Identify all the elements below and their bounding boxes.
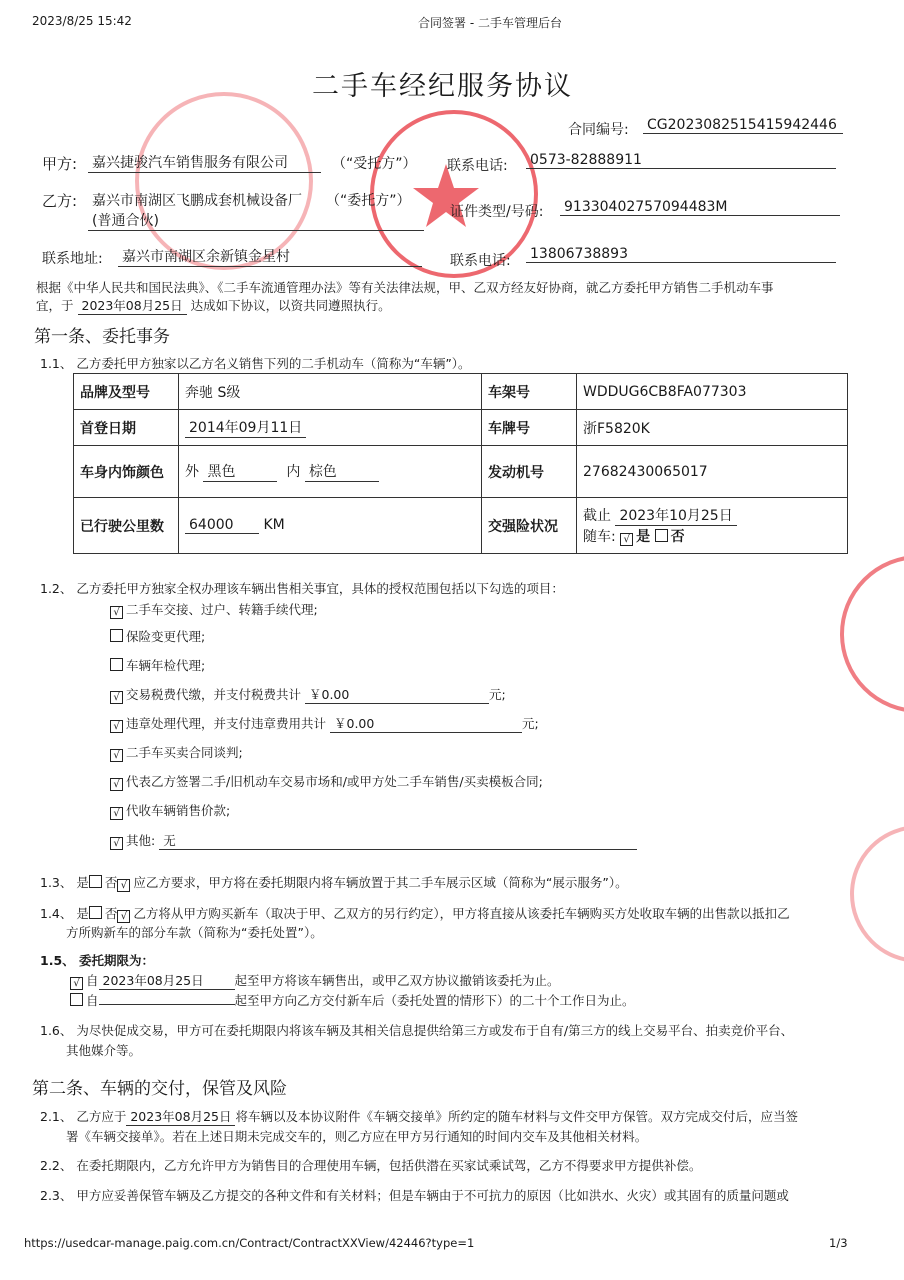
insurance-cell: 截止 2023年10月25日 随车: √ 是 否 (577, 498, 848, 554)
engine-key: 发动机号 (482, 446, 577, 498)
term-option-2-blank (99, 1004, 235, 1005)
party-b-name: 嘉兴市南湖区飞鹏成套机械设备厂 (92, 193, 302, 209)
party-a-phone: 0573-82888911 (526, 152, 836, 169)
company-seal-stamp-a (135, 92, 313, 270)
term-option-2: 自 起至甲方向乙方交付新车后（委托处置的情形下）的二十个工作日为止。 (70, 991, 635, 1009)
preamble-date: 2023年08月25日 (78, 296, 187, 315)
plate-key: 车牌号 (482, 410, 577, 446)
auth-item-7-checkbox: √ (110, 778, 123, 791)
preamble-line-1: 根据《中华人民共和国民法典》、《二手车流通管理办法》等有关法律法规，甲、乙双方经友好协商，就乙方委托甲方销售二手机动车事 (36, 280, 774, 295)
edge-seal-stamp-b (850, 825, 904, 963)
clause-1-3-yes-checkbox (89, 875, 102, 888)
page-number: 1/3 (829, 1236, 848, 1250)
other-value: 无 (159, 831, 637, 850)
doc-title: 二手车经纪服务协议 (312, 71, 573, 102)
interior-color: 棕色 (305, 461, 379, 482)
auth-item-9: √ 其他: 无 (110, 831, 637, 850)
auth-item-6: √ 二手车买卖合同谈判; (110, 743, 243, 762)
party-a-name: 嘉兴捷骏汽车销售服务有限公司 (88, 152, 321, 173)
party-b-label: 乙方: (42, 192, 78, 210)
vin-value: WDDUG6CB8FA077303 (577, 374, 848, 410)
violation-amount: ￥0.00 (330, 714, 522, 733)
insurance-yes-checkbox: √ (620, 533, 633, 546)
auth-item-2: 保险变更代理; (110, 627, 205, 645)
clause-1-2: 1.2、 乙方委托甲方独家全权办理该车辆出售相关事宜，具体的授权范围包括以下勾选的项目： (40, 581, 564, 596)
insurance-date: 2023年10月25日 (615, 505, 736, 526)
clause-2-3: 2.3、 甲方应妥善保管车辆及乙方提交的各种文件和有关材料；但是车辆由于不可抗力的原因（比如洪水、火灾）或其固有的质量问题或 (40, 1188, 789, 1203)
party-a-role: （“受托方”） (332, 156, 417, 172)
term-option-2-checkbox (70, 993, 83, 1006)
auth-item-9-checkbox: √ (110, 837, 123, 850)
address-label: 联系地址: (42, 251, 103, 267)
auth-item-5: √ 违章处理代理，并支付违章费用共计 ￥0.00 元; (110, 714, 539, 733)
clause-1-4-yes-checkbox (89, 906, 102, 919)
print-datetime: 2023/8/25 15:42 (32, 14, 132, 28)
mileage-value: 64000 (185, 517, 259, 534)
auth-item-7: √ 代表乙方签署二手/旧机动车交易市场和/或甲方处二手车销售/买卖模板合同; (110, 772, 543, 791)
clause-2-2: 2.2、 在委托期限内，乙方允许甲方为销售目的合理使用车辆，包括供潜在买家试乘试驾，乙方不得要求甲方提供补偿。 (40, 1158, 702, 1173)
brand-key: 品牌及型号 (74, 374, 179, 410)
section-2-heading: 第二条、车辆的交付，保管及风险 (32, 1079, 287, 1099)
brand-value: 奔驰 S级 (179, 374, 482, 410)
party-b-type: (普通合伙) (88, 210, 424, 231)
term-option-1-checkbox: √ (70, 977, 83, 990)
clause-2-1-line-2: 署《车辆交接单》。若在上述日期未完成交车的，则乙方应在甲方另行通知的时间内交车及其他相关材料。 (66, 1129, 648, 1144)
contract-no-label: 合同编号: (568, 122, 629, 138)
auth-item-1-checkbox: √ (110, 606, 123, 619)
auth-item-5-checkbox: √ (110, 720, 123, 733)
clause-1-6-line-1: 1.6、 为尽快促成交易，甲方可在委托期限内将该车辆及其相关信息提供给第三方或发布于自有/第三方的线上交易平台、拍卖竞价平台、 (40, 1023, 794, 1038)
party-b-phone-label: 联系电话: (450, 253, 511, 269)
address: 嘉兴市南湖区余新镇金星村 (118, 246, 422, 267)
clause-1-3: 1.3、 是 否 √ 应乙方要求，甲方将在委托期限内将车辆放置于其二手车展示区域（简称为“展示服务”）。 (40, 875, 628, 891)
page-url: https://usedcar-manage.paig.com.cn/Contract/ContractXXView/42446?type=1 (24, 1236, 475, 1250)
reg-date-cell (179, 410, 482, 446)
insurance-no-checkbox (655, 529, 668, 542)
auth-item-4-checkbox: √ (110, 691, 123, 704)
clause-1-5: 1.5、 委托期限为： (40, 953, 154, 968)
party-b-role: （“委托方”） (326, 193, 411, 209)
auth-item-8: √ 代收车辆销售价款; (110, 801, 230, 820)
contract-no: CG2023082515415942446 (643, 117, 843, 134)
mileage-cell: 64000 KM (179, 498, 482, 554)
auth-item-4: √ 交易税费代缴，并支付税费共计 ￥0.00 元; (110, 685, 506, 704)
party-a-phone-label: 联系电话: (447, 158, 508, 174)
party-b-phone: 13806738893 (526, 246, 836, 263)
auth-item-2-checkbox (110, 629, 123, 642)
clause-1-1: 1.1、 乙方委托甲方独家以乙方名义销售下列的二手机动车（简称为“车辆”）。 (40, 356, 471, 371)
vin-key: 车架号 (482, 374, 577, 410)
auth-item-6-checkbox: √ (110, 749, 123, 762)
auth-item-3-checkbox (110, 658, 123, 671)
preamble-line-2: 宜，于 2023年08月25日 达成如下协议，以资共同遵照执行。 (36, 298, 391, 313)
mileage-key: 已行驶公里数 (74, 498, 179, 554)
party-a-label: 甲方: (42, 155, 78, 173)
color-key: 车身内饰颜色 (74, 446, 179, 498)
vehicle-info-table (73, 373, 848, 554)
exterior-color: 黑色 (203, 461, 277, 482)
clause-1-4-line-2: 方所购新车的部分车款（简称为“委托处置”）。 (66, 925, 323, 940)
clause-1-3-no-checkbox: √ (117, 879, 130, 892)
clause-1-6-line-2: 其他媒介等。 (66, 1043, 142, 1058)
window-title: 合同签署 - 二手车管理后台 (418, 16, 562, 30)
plate-value: 浙F5820K (577, 410, 848, 446)
handover-date: 2023年08月25日 (126, 1107, 235, 1126)
id-label: 证件类型/号码: (450, 204, 544, 220)
section-1-heading: 第一条、委托事务 (34, 327, 170, 347)
auth-item-1: √ 二手车交接、过户、转籍手续代理; (110, 600, 318, 619)
term-start-date: 2023年08月25日 (99, 971, 235, 990)
reg-date-value: 2014年09月11日 (185, 417, 306, 438)
edge-seal-stamp-a (840, 555, 904, 713)
clause-1-4: 1.4、 是 否 √ 乙方将从甲方购买新车（取决于甲、乙双方的另行约定），甲方将直接从该委托车辆购买方处收取车辆的出售款以抵扣乙 (40, 906, 790, 922)
id-number: 91330402757094483M (560, 199, 840, 216)
clause-2-1-line-1: 2.1、 乙方应于 2023年08月25日 将车辆以及本协议附件《车辆交接单》所约定的随车材料与文件交甲方保管。双方完成交付后，应当签 (40, 1109, 798, 1124)
color-cell: 外 黑色 内 棕色 (179, 446, 482, 498)
engine-value: 27682430065017 (577, 446, 848, 498)
clause-1-4-no-checkbox: √ (117, 910, 130, 923)
tax-amount: ￥0.00 (305, 685, 489, 704)
term-option-1: √ 自 2023年08月25日 起至甲方将该车辆售出，或甲乙双方协议撤销该委托为止。 (70, 971, 560, 990)
auth-item-3: 车辆年检代理; (110, 656, 205, 674)
insurance-key: 交强险状况 (482, 498, 577, 554)
reg-date-key: 首登日期 (74, 410, 179, 446)
auth-item-8-checkbox: √ (110, 807, 123, 820)
